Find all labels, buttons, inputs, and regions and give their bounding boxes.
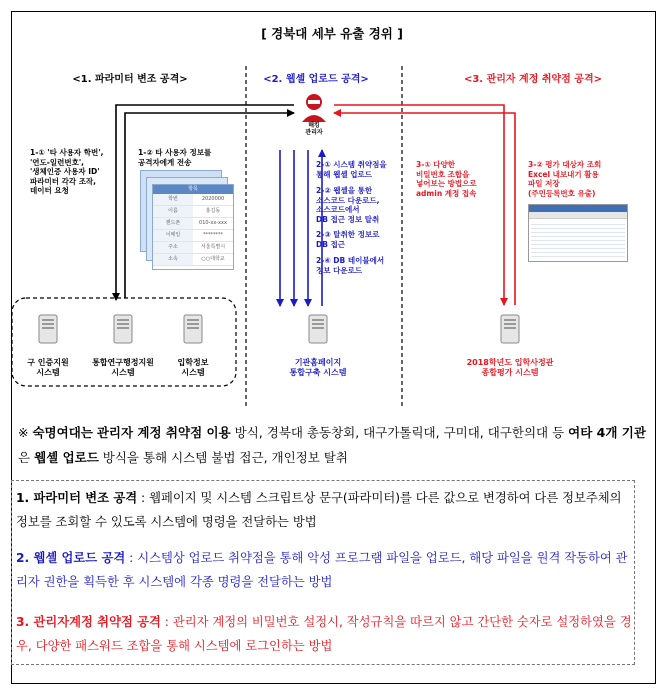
webshell-step-2: 2-② 웹셸을 통한 소스코드 다운로드, 소스코드에서 DB 접근 정보 탈취 <box>316 186 380 224</box>
admin-step-1: 3-① 다양한 비밀번호 조합을 넣어보는 방법으로 admin 계정 접속 <box>416 160 477 198</box>
webshell-step-1: 2-① 시스템 취약점을 통해 웹셸 업로드 <box>316 160 387 179</box>
definition-admin-text: : 관리자 계정의 비밀번호 설정시, 작성규칙을 따르지 않고 간단한 숫자로 설정하였을 경우, 다양한 패스워드 조합을 통해 시스템에 로그인하는 방법 <box>16 615 632 653</box>
summary-note <box>18 420 648 470</box>
note-others: 방식, 경북대 총동창회, 대구가톨릭대, 구미대, 대구한의대 등 <box>234 425 565 440</box>
mini-table-cell: 홍길동 <box>205 208 221 214</box>
server-label-entrance: 입학정보 시스템 <box>177 358 209 377</box>
server-label-auth: 구 인증지원 시스템 <box>27 358 69 377</box>
definition-param-text: : 웹페이지 및 시스템 스크립트상 문구(파라미터)를 다른 값으로 변경하여 다른 정보주체의 정보를 조회할 수 있도록 시스템에 명령을 전달하는 방법 <box>16 491 622 529</box>
mini-table-cell: 서울특별시 <box>200 244 226 250</box>
definition-webshell-text: : 시스템상 업로드 취약점을 통해 악성 프로그램 파일을 업로드, 해당 파일을 원격 작동하여 관리자 권한을 획득한 후 시스템에 각종 명령을 전달하는 방법 <box>16 551 628 589</box>
server-icon-entrance <box>183 314 203 344</box>
mini-table-row <box>153 242 233 254</box>
mini-table-cell: 2020000 <box>201 196 225 202</box>
mini-table-cell: 학번 <box>153 194 193 205</box>
column-header-param: <1. 파라미터 변조 공격> <box>72 74 188 85</box>
webshell-step-4: 2-④ DB 테이블에서 정보 다운로드 <box>316 256 385 275</box>
webshell-step-3: 2-③ 탈취한 정보로 DB 접근 <box>316 230 380 249</box>
note-particle: 은 <box>18 450 31 465</box>
definition-admin-term: 3. 관리자계정 취약점 공격 <box>16 615 161 629</box>
param-step-1: 1-① '타 사용자 학번', '연도-일련번호', '생체인증 사용자 ID' 파라미터 각각 조작, 데이터 요청 <box>30 148 104 195</box>
note-sookmyung: 숙명여대는 <box>32 425 93 440</box>
mini-table-row <box>153 206 233 218</box>
excel-screenshot-illustration <box>528 204 628 262</box>
mini-table-row <box>153 194 233 206</box>
mini-table-cell: ******** <box>203 232 223 238</box>
definition-admin <box>16 610 634 658</box>
mini-table-cell: 010-xx-xxx <box>199 220 227 226</box>
server-icon-eval <box>500 314 520 344</box>
admin-step-2: 3-② 평가 대상자 조회 Excel 내보내기 활용 파일 저장 (주민등록번호 유출) <box>528 160 602 198</box>
definition-param <box>16 486 634 534</box>
attacker-label: 해킹 관리자 <box>305 122 323 136</box>
mini-table-cell: 이름 <box>153 206 193 217</box>
note-tail: 방식을 통해 시스템 불법 접근, 개인정보 탈취 <box>102 450 348 465</box>
definition-param-term: 1. 파라미터 변조 공격 <box>16 491 138 505</box>
mini-table-row <box>153 218 233 230</box>
note-four-institutions: 여타 4개 기관 <box>568 425 646 440</box>
param-step-2: 1-② 타 사용자 정보를 공격자에게 전송 <box>138 148 212 167</box>
server-icon-auth <box>38 314 58 344</box>
mini-table-cell: 주소 <box>153 242 193 253</box>
note-admin-method: 관리자 계정 취약점 이용 <box>96 425 231 440</box>
mini-table-header: 항목 <box>153 185 233 194</box>
column-header-webshell: <2. 웹셸 업로드 공격> <box>263 74 369 85</box>
definition-webshell-term: 2. 웹셸 업로드 공격 <box>16 551 126 565</box>
server-icon-homepage <box>308 314 328 344</box>
server-icon-admin-sys <box>113 314 133 344</box>
mini-table-cell: 이메일 <box>153 230 193 241</box>
server-label-homepage: 기관홈페이지 통합구축 시스템 <box>289 358 347 377</box>
mini-table-cell: 소속 <box>153 254 193 265</box>
note-webshell-method: 웹셸 업로드 <box>34 450 99 465</box>
attacker-hacker-icon <box>299 92 329 126</box>
mini-table-row <box>153 254 233 266</box>
server-label-admin-sys: 통합연구행정지원 시스템 <box>92 358 154 377</box>
page-title: [ 경북대 세부 유출 경위 ] <box>261 26 403 41</box>
stolen-form-illustration <box>140 170 238 270</box>
definition-webshell <box>16 546 634 594</box>
column-header-admin: <3. 관리자 계정 취약점 공격> <box>463 74 603 85</box>
mini-table-row <box>153 230 233 242</box>
note-mark: ※ <box>18 425 29 440</box>
server-label-eval: 2018학년도 입학사정관 종합평가 시스템 <box>466 358 554 377</box>
mini-table-cell: 핸드폰 <box>153 218 193 229</box>
mini-table-cell: ○○대학교 <box>201 256 225 262</box>
